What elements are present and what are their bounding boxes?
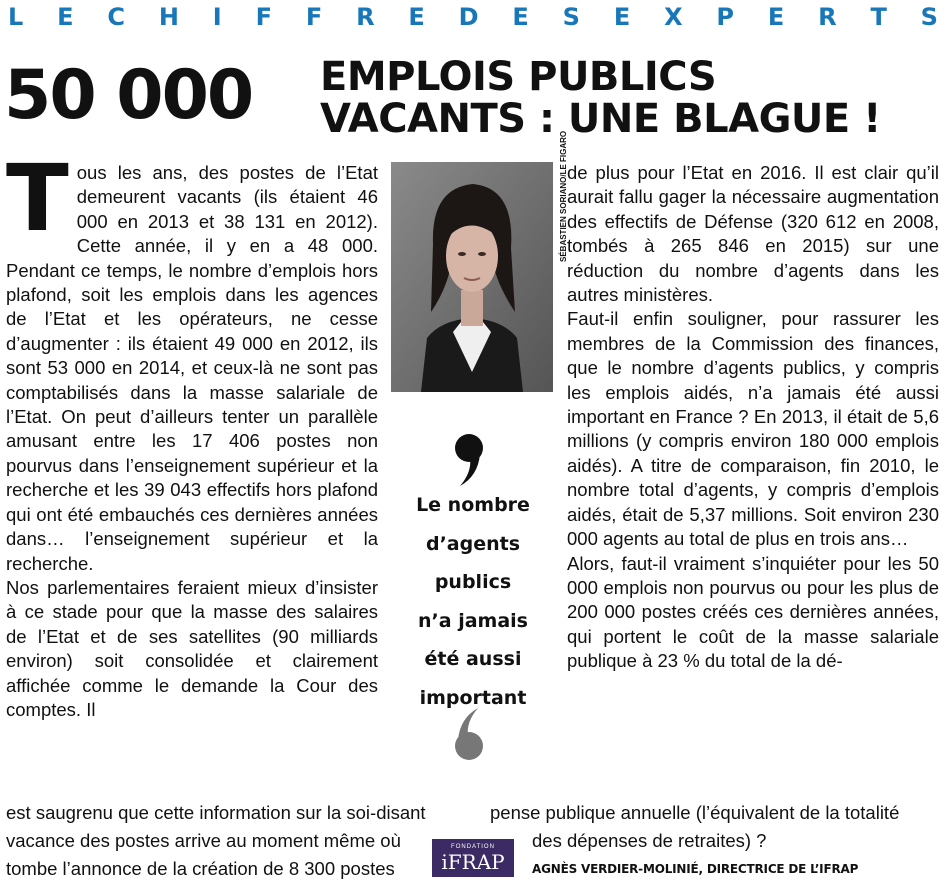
headline-number: 50 000 xyxy=(4,56,253,135)
kicker-letter: E xyxy=(408,3,425,31)
article-left-column xyxy=(6,145,378,722)
article-paragraph: ous les ans, des postes de l’Etat demeurent vacants (ils étaient 46 000 en 2013 et 38 131 en 2012). Cette année, il y en a 48 000. Pendant ce temps, le nombre d’emplois hors plafond, soit les emplois dans les agences de l’Etat et les opérateurs, ne cesse d’augmenter : ils étaient 49 000 en 2012, ils sont 53 000 en 2014, et ceux-là ne sont pas comptabilisés dans la masse salariale de l’Etat. On peut d’ailleurs tenter un parallèle amusant entre les 17 406 postes non pourvus dans l’enseignement supérieur et la recherche et les 39 043 effectifs hors plafond qui ont été embauchés ces dernières années dans… l’enseignement supérieur et la recherche. xyxy=(6,162,378,574)
article-paragraph: de plus pour l’Etat en 2016. Il est clair qu’il aurait fallu gager la nécessaire augmentation des effectifs de Défense (320 612 en 2008, tombés à 265 846 en 2015) sur une réduction du nombre d’agents dans les autres ministères. xyxy=(567,162,939,306)
kicker-letter: H xyxy=(158,3,179,31)
kicker-letter: E xyxy=(57,3,74,31)
headline-line-1: EMPLOIS PUBLICS xyxy=(320,54,717,100)
headline-line-2: VACANTS : UNE BLAGUE ! xyxy=(320,96,881,142)
pull-quote-line: important xyxy=(419,686,527,709)
closing-quote-icon xyxy=(452,706,486,762)
article-line: des dépenses de retraites) ? xyxy=(532,830,767,851)
portrait-image xyxy=(391,162,553,392)
kicker-letter: X xyxy=(664,3,683,31)
ifrap-logo xyxy=(432,839,514,877)
kicker-letter: S xyxy=(562,3,580,31)
kicker-letter: P xyxy=(716,3,735,31)
kicker-letter: L xyxy=(8,3,24,31)
kicker-letter: I xyxy=(212,3,222,31)
kicker-letter: E xyxy=(512,3,529,31)
drop-cap: T xyxy=(6,145,69,252)
pull-quote-line: été aussi xyxy=(424,648,522,670)
pull-quote xyxy=(392,486,554,717)
article-line: vacance des postes arrive au moment même où xyxy=(6,830,401,851)
kicker-letter: D xyxy=(458,3,479,31)
article-paragraph: Nos parlementaires feraient mieux d’insister à ce stade pour que la masse des salaires de l’Etat et de ses satellites (90 milliards environ) soit consolidée et clairement affichée comme le demande la Cour des comptes. Il xyxy=(6,576,378,720)
kicker-letter: R xyxy=(356,3,375,31)
logo-name: iFRAP xyxy=(441,850,505,874)
kicker-letter: E xyxy=(613,3,631,31)
kicker-letter: F xyxy=(305,3,323,31)
kicker-letter: S xyxy=(920,3,938,31)
pull-quote-line: publics xyxy=(434,571,512,593)
author-signature: AGNÈS VERDIER-MOLINIÉ, DIRECTRICE DE L’IFRAP xyxy=(532,862,859,876)
pull-quote-line: n’a jamais xyxy=(418,609,528,632)
article-line: est saugrenu que cette information sur la soi-disant xyxy=(6,802,426,823)
section-kicker xyxy=(8,2,938,32)
author-photo xyxy=(391,162,553,392)
kicker-letter: C xyxy=(107,3,126,31)
kicker-letter: T xyxy=(870,3,887,31)
article-paragraph: Alors, faut-il vraiment s’inquiéter pour les 50 000 emplois non pourvus ou pour les plus de 200 000 postes créés ces dernières années, qui portent le coût de la masse salariale publique à 23 % du total de la dé- xyxy=(567,552,939,672)
kicker-letter: F xyxy=(255,3,272,31)
photo-credit: SÉBASTIEN SORIANO/LE FIGARO xyxy=(559,130,568,262)
article-right-column xyxy=(567,161,939,674)
article-paragraph: Faut-il enfin souligner, pour rassurer les membres de la Commission des finances, que le nombre d’agents publics, y compris les emplois aidés, n’a jamais été aussi important en France ? En 2013, il était de 5,6 millions (y compris environ 180 000 emplois aidés). A titre de comparaison, fin 2010, le nombre total d’agents, y compris d’emplois aidés, était de 5,37 millions. Soit environ 230 000 agents au total de plus en trois ans… xyxy=(567,308,939,550)
pull-quote-line: d’agents xyxy=(425,532,521,555)
kicker-letter: R xyxy=(818,3,837,31)
article-line: pense publique annuelle (l’équivalent de la totalité xyxy=(490,802,900,823)
kicker-letter: E xyxy=(767,3,785,31)
article-line: tombe l’annonce de la création de 8 300 postes xyxy=(6,858,395,879)
opening-quote-icon xyxy=(452,432,486,488)
headline xyxy=(320,56,940,140)
pull-quote-line: Le nombre xyxy=(416,494,530,516)
logo-small-text: FONDATION xyxy=(451,844,495,850)
